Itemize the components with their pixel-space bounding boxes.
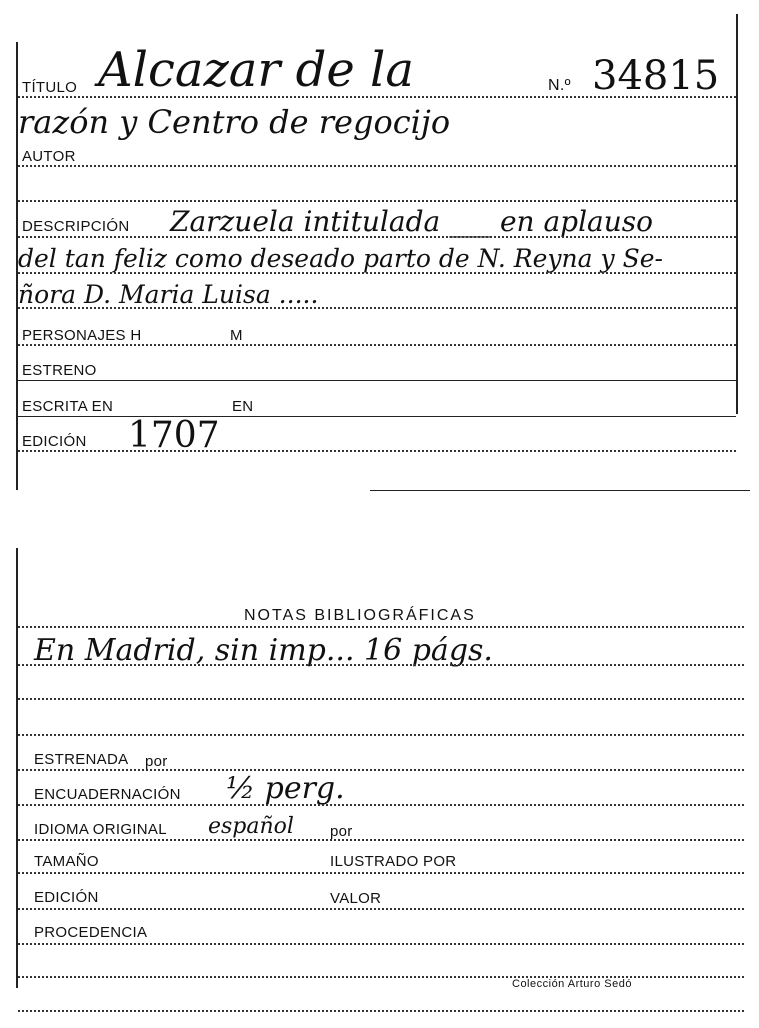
personajes-label: PERSONAJES H — [22, 327, 142, 344]
titulo-value-line1: Alcazar de la — [98, 42, 414, 98]
procedencia-line-2 — [18, 976, 744, 978]
estrenada-label: ESTRENADA — [34, 751, 129, 768]
numero-label: N.º — [548, 77, 571, 94]
procedencia-line — [18, 943, 744, 945]
encuadernacion-value: ½ perg. — [226, 771, 345, 806]
tamano-line — [18, 872, 744, 874]
card-bottom-edge — [370, 490, 750, 491]
estreno-label: ESTRENO — [22, 362, 97, 379]
escrita-line — [18, 416, 736, 417]
encuadernacion-line — [18, 804, 744, 806]
descripcion-value-line1: Zarzuela intitulada ___ en aplauso — [170, 205, 654, 238]
notas-line-4 — [18, 734, 744, 736]
descripcion-line-3 — [18, 307, 736, 309]
titulo-line — [18, 96, 736, 98]
catalog-card-top — [0, 0, 759, 500]
notas-line-3 — [18, 698, 744, 700]
notas-line-1 — [18, 626, 744, 628]
autor-line-2 — [18, 200, 736, 202]
descripcion-value-line2: del tan feliz como deseado parto de N. Reyna y Se- — [18, 244, 663, 273]
estreno-line — [18, 380, 736, 381]
autor-label: AUTOR — [22, 148, 76, 165]
edicion-value: 1707 — [128, 415, 220, 456]
numero-value: 34815 — [592, 53, 720, 99]
descripcion-line-2 — [18, 272, 736, 274]
autor-line — [18, 165, 736, 167]
descripcion-line-1 — [18, 236, 736, 238]
estrenada-por-label: por — [145, 753, 168, 770]
idioma-por-label: por — [330, 823, 353, 840]
notas-line-2 — [18, 664, 744, 666]
card-bottom-line — [18, 1010, 744, 1012]
idioma-value: español — [208, 814, 294, 839]
descripcion-label: DESCRIPCIÓN — [22, 218, 130, 235]
ilustrado-label: ILUSTRADO POR — [330, 853, 457, 870]
idioma-label: IDIOMA ORIGINAL — [34, 821, 167, 838]
titulo-label: TÍTULO — [22, 79, 78, 96]
encuadernacion-label: ENCUADERNACIÓN — [34, 786, 181, 803]
escrita-en-label: EN — [232, 398, 254, 415]
descripcion-value-line3: ñora D. Maria Luisa ..... — [18, 280, 319, 309]
edicion-line — [18, 450, 736, 452]
titulo-value-line2: razón y Centro de regocijo — [18, 103, 451, 141]
edicion-label: EDICIÓN — [34, 889, 99, 906]
personajes-m-label: M — [230, 327, 243, 344]
coleccion-credit: Colección Arturo Sedó — [512, 978, 632, 990]
catalog-card-bottom — [0, 540, 759, 1028]
edicion-line — [18, 908, 744, 910]
edicion-label: EDICIÓN — [22, 433, 87, 450]
tamano-label: TAMAÑO — [34, 853, 99, 870]
card-right-edge — [736, 14, 738, 414]
notas-title: NOTAS BIBLIOGRÁFICAS — [244, 607, 476, 624]
idioma-line — [18, 839, 744, 841]
escrita-label: ESCRITA EN — [22, 398, 114, 415]
card-left-edge — [16, 548, 18, 988]
notas-value-line1: En Madrid, sin imp... 16 págs. — [34, 633, 493, 668]
estrenada-line — [18, 769, 744, 771]
procedencia-label: PROCEDENCIA — [34, 924, 148, 941]
personajes-line — [18, 344, 736, 346]
valor-label: VALOR — [330, 890, 382, 907]
